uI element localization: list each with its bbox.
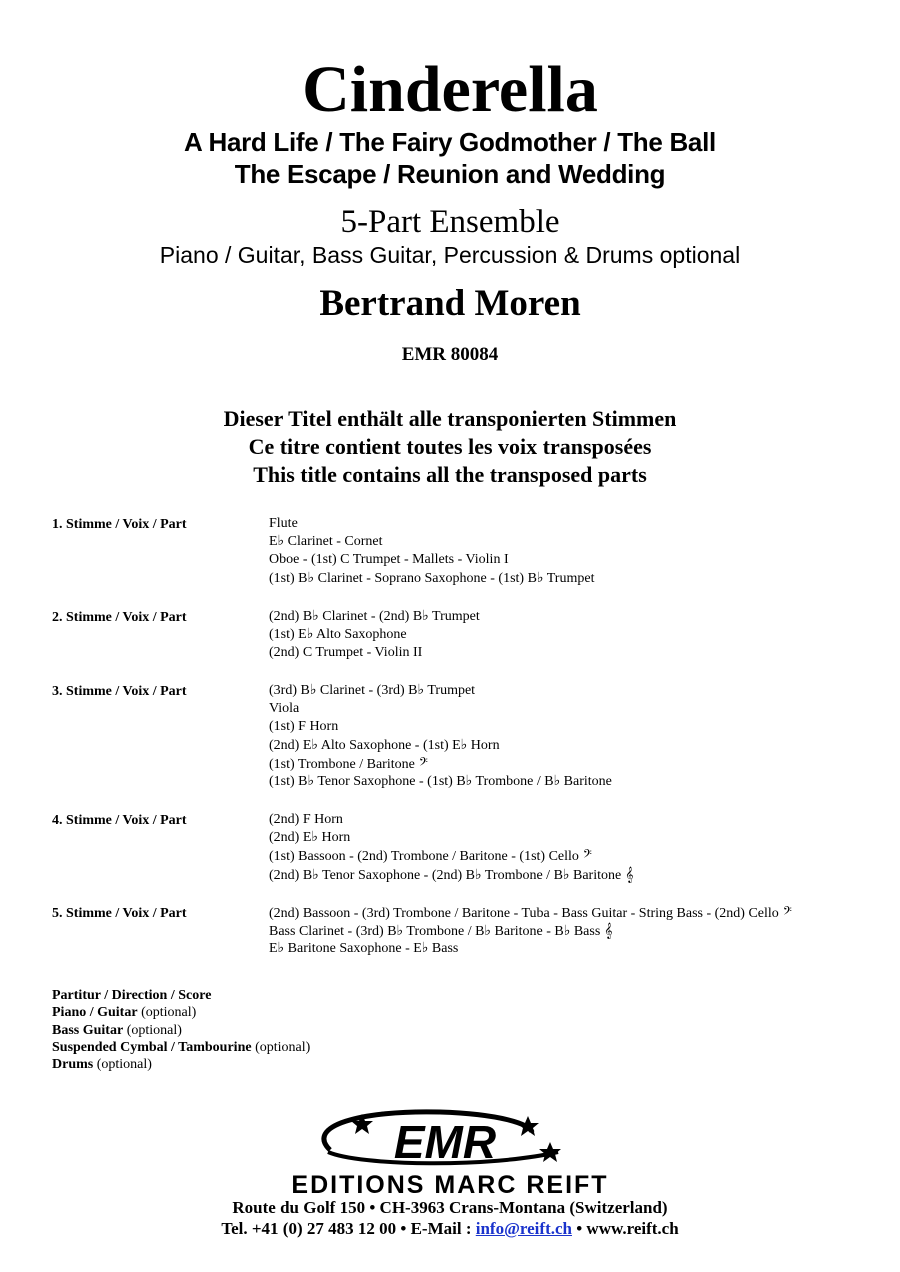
- extra-part-name: Partitur / Direction / Score: [52, 988, 212, 1003]
- extras-list: [52, 987, 310, 1073]
- extra-part-name: Suspended Cymbal / Tambourine: [52, 1039, 252, 1055]
- instrument-text: (1st) F Horn: [269, 719, 339, 735]
- extra-part-name: Drums: [52, 1057, 94, 1073]
- instrument-line: [269, 718, 612, 736]
- instrument-text: (1st) B♭ Tenor Saxophone - (1st) B♭ Trombone / B♭ Baritone: [269, 773, 612, 789]
- instrument-line: [269, 700, 612, 718]
- extra-part-note: (optional): [126, 1022, 182, 1038]
- instrumentation: Piano / Guitar, Bass Guitar, Percussion & Drums optional: [159, 242, 741, 268]
- instrument-text: (2nd) C Trumpet - Violin II: [269, 645, 423, 661]
- instrument-text: Viola: [269, 701, 300, 717]
- extra-part-note: (optional): [96, 1057, 152, 1073]
- instrument-text: (2nd) Bassoon - (3rd) Trombone / Baritone - Tuba - Bass Guitar - String Bass - (2nd) Cello: [269, 906, 779, 921]
- part-label: 4. Stimme / Voix / Part: [52, 813, 187, 828]
- part-instrument-list: [269, 682, 612, 791]
- instrument-line: [269, 811, 634, 829]
- instrument-line: [269, 626, 480, 644]
- extra-part-line: [52, 987, 310, 1004]
- bass-clef-icon: 𝄢: [418, 755, 428, 772]
- instrument-text: (2nd) B♭ Tenor Saxophone - (2nd) B♭ Trombone / B♭ Baritone: [269, 867, 622, 883]
- treble-clef-icon: 𝄞: [604, 923, 613, 940]
- part-label: 5. Stimme / Voix / Part: [52, 906, 187, 921]
- instrument-text: Oboe - (1st) C Trumpet - Mallets - Violin I: [269, 552, 509, 568]
- instrument-text: (1st) Bassoon - (2nd) Trombone / Baritone - (1st) Cello: [269, 849, 579, 865]
- part-label: 2. Stimme / Voix / Part: [52, 610, 187, 625]
- instrument-line: [269, 773, 612, 791]
- instrument-line: [269, 866, 634, 884]
- extra-part-note: (optional): [141, 1005, 197, 1021]
- instrument-line: [269, 608, 480, 626]
- composer-name: Bertrand Moren: [319, 283, 581, 324]
- instrument-text: (2nd) E♭ Alto Saxophone - (1st) E♭ Horn: [269, 737, 500, 753]
- instrument-line: [269, 829, 634, 847]
- instrument-line: [269, 904, 792, 922]
- emr-logo-text: EMR: [393, 1116, 497, 1168]
- instrument-line: [269, 533, 594, 551]
- instrument-text: E♭ Clarinet - Cornet: [269, 534, 383, 550]
- catalog-number: EMR 80084: [401, 344, 499, 365]
- instrument-text: (2nd) E♭ Horn: [269, 830, 351, 846]
- publisher-contact: [0, 1218, 900, 1240]
- phone-text: Tel. +41 (0) 27 483 12 00 • E-Mail :: [221, 1219, 476, 1238]
- extra-part-name: Piano / Guitar: [52, 1005, 138, 1021]
- instrument-line: [269, 551, 594, 569]
- instrument-text: E♭ Baritone Saxophone - E♭ Bass: [269, 941, 459, 957]
- instrument-line: [269, 922, 792, 940]
- instrument-text: (1st) Trombone / Baritone: [269, 756, 415, 772]
- instrument-text: Flute: [269, 516, 298, 531]
- instrument-line: [269, 755, 612, 773]
- page-title: Cinderella: [302, 53, 598, 126]
- extra-part-line: [52, 1022, 310, 1039]
- instrument-line: [269, 644, 480, 662]
- website-text: • www.reift.ch: [571, 1219, 679, 1238]
- instrument-text: (2nd) B♭ Clarinet - (2nd) B♭ Trumpet: [269, 609, 480, 624]
- bass-clef-icon: 𝄢: [782, 905, 792, 921]
- bass-clef-icon: 𝄢: [582, 848, 592, 865]
- instrument-line: [269, 737, 612, 755]
- instrument-text: Bass Clarinet - (3rd) B♭ Trombone / B♭ Baritone - B♭ Bass: [269, 924, 601, 940]
- treble-clef-icon: 𝄞: [625, 866, 634, 883]
- instrument-line: [269, 570, 594, 588]
- email-link[interactable]: info@reift.ch: [475, 1219, 572, 1238]
- ensemble-type: 5-Part Ensemble: [340, 204, 560, 240]
- part-instrument-list: [269, 904, 792, 959]
- part-label: 1. Stimme / Voix / Part: [52, 517, 187, 532]
- publisher-address: Route du Golf 150 • CH-3963 Crans-Montana (Switzerland): [232, 1198, 668, 1217]
- notice-french: Ce titre contient toutes les voix transposées: [248, 434, 652, 459]
- part-instrument-list: [269, 608, 480, 663]
- part-instrument-list: [269, 515, 594, 588]
- instrument-line: [269, 682, 612, 700]
- publisher-name: EDITIONS MARC REIFT: [291, 1171, 609, 1199]
- instrument-line: [269, 847, 634, 865]
- extra-part-line: [52, 1039, 310, 1056]
- emr-logo: [300, 1106, 590, 1174]
- extra-part-line: [52, 1004, 310, 1021]
- instrument-text: (1st) E♭ Alto Saxophone: [269, 627, 407, 643]
- extra-part-note: (optional): [255, 1039, 311, 1055]
- subtitle-line-2: The Escape / Reunion and Wedding: [234, 159, 666, 189]
- extra-part-name: Bass Guitar: [52, 1022, 124, 1038]
- part-label: 3. Stimme / Voix / Part: [52, 684, 187, 699]
- instrument-text: (2nd) F Horn: [269, 812, 343, 827]
- instrument-text: (3rd) B♭ Clarinet - (3rd) B♭ Trumpet: [269, 683, 476, 698]
- part-instrument-list: [269, 811, 634, 884]
- instrument-text: (1st) B♭ Clarinet - Soprano Saxophone - (1st) B♭ Trumpet: [269, 570, 595, 586]
- extra-part-line: [52, 1056, 310, 1073]
- subtitle-line-1: A Hard Life / The Fairy Godmother / The Ball: [184, 127, 716, 157]
- notice-english: This title contains all the transposed parts: [253, 462, 647, 487]
- notice-german: Dieser Titel enthält alle transponierten Stimmen: [223, 406, 677, 431]
- instrument-line: [269, 515, 594, 533]
- instrument-line: [269, 940, 792, 958]
